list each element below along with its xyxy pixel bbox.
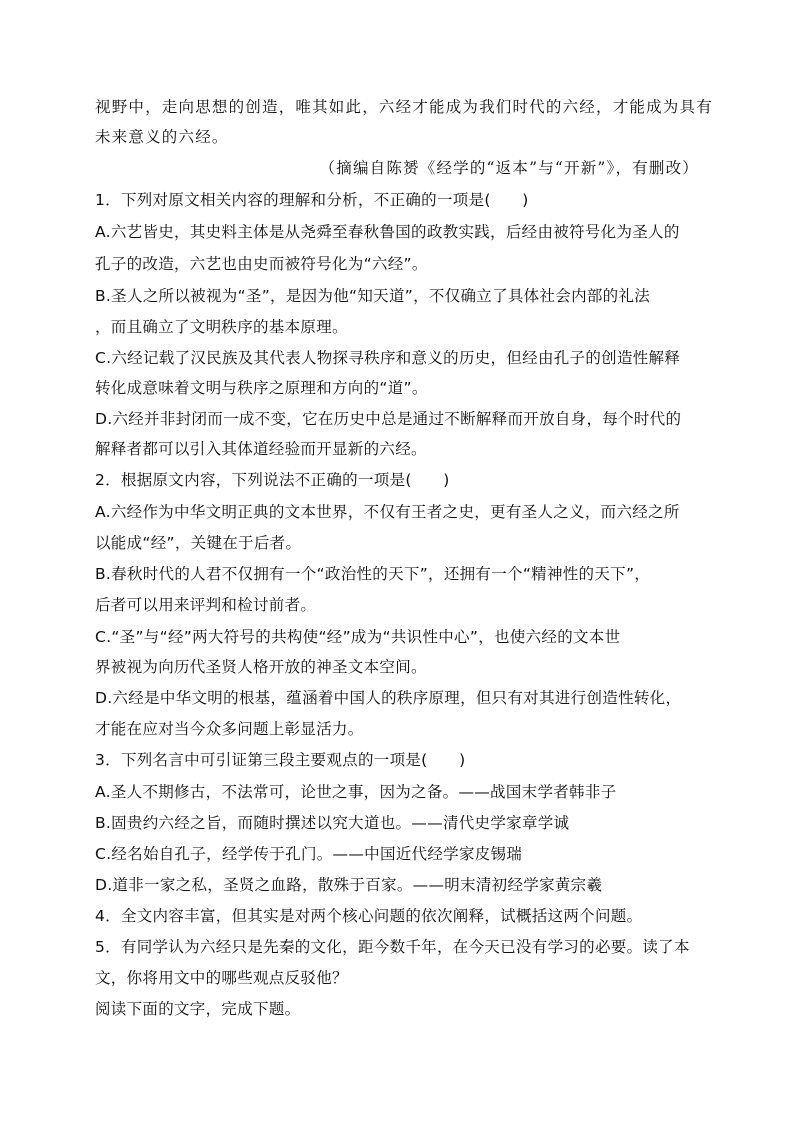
question-2-option-d-cont: 才能在应对当今众多问题上彰显活力。 <box>95 720 364 738</box>
question-2-option-c-cont: 界被视为向历代圣贤人格开放的神圣文本空间。 <box>95 658 427 676</box>
question-2-stem: 2．根据原文内容，下列说法不正确的一项是( ) <box>95 471 450 489</box>
passage-line-1: 视野中，走向思想的创造，唯其如此，六经才能成为我们时代的六经，才能成为具有 <box>95 98 713 116</box>
question-1-option-a-cont: 孔子的改造，六艺也由史而被符号化为“六经”。 <box>95 255 428 273</box>
question-2-option-b: B.春秋时代的人君不仅拥有一个“政治性的天下”，还拥有一个“精神性的天下”， <box>95 565 651 583</box>
question-1-option-d: D.六经并非封闭而一成不变，它在历史中总是通过不断解释而开放自身，每个时代的 <box>95 410 682 428</box>
question-1-option-a: A.六艺皆史，其史料主体是从尧舜至春秋鲁国的政教实践，后经由被符号化为圣人的 <box>95 223 680 241</box>
question-2-option-d: D.六经是中华文明的根基，蕴涵着中国人的秩序原理，但只有对其进行创造性转化， <box>95 689 682 707</box>
question-2-option-a: A.六经作为中华文明正典的文本世界，不仅有王者之史，更有圣人之义，而六经之所 <box>95 503 680 521</box>
question-2-option-c: C.“圣”与“经”两大符号的共构使“经”成为“共识性中心”，也使六经的文本世 <box>95 628 621 646</box>
reading-instruction: 阅读下面的文字，完成下题。 <box>95 1000 301 1018</box>
question-2-option-b-cont: 后者可以用来评判和检讨前者。 <box>95 596 317 614</box>
question-1-option-c-cont: 转化成意味着文明与秩序之原理和方向的“道”。 <box>95 379 428 397</box>
question-3-option-c: C.经名始自孔子，经学传于孔门。——中国近代经学家皮锡瑞 <box>95 845 523 863</box>
source-citation: （摘编自陈赟《经学的“返本”与“开新”》，有删改） <box>319 159 699 177</box>
question-2-option-a-cont: 以能成“经”，关键在于后者。 <box>95 534 302 552</box>
question-1-option-d-cont: 解释者都可以引入其体道经验而开显新的六经。 <box>95 440 427 458</box>
question-3-option-a: A.圣人不期修古，不法常可，论世之事，因为之备。——战国末学者韩非子 <box>95 783 617 801</box>
question-1-option-b: B.圣人之所以被视为“圣”，是因为他“知天道”，不仅确立了具体社会内部的礼法 <box>95 287 651 305</box>
question-4-stem: 4．全文内容丰富，但其实是对两个核心问题的依次阐释，试概括这两个问题。 <box>95 907 643 925</box>
question-3-option-d: D.道非一家之私，圣贤之血路，散殊于百家。——明末清初经学家黄宗羲 <box>95 876 603 894</box>
passage-line-2: 未来意义的六经。 <box>95 128 229 146</box>
question-3-stem: 3．下列名言中可引证第三段主要观点的一项是( ) <box>95 751 466 769</box>
question-5-stem-cont: 文，你将用文中的哪些观点反驳他？ <box>95 969 348 987</box>
question-1-stem: 1．下列对原文相关内容的理解和分析，不正确的一项是( ) <box>95 191 529 209</box>
question-5-stem: 5．有同学认为六经只是先秦的文化，距今数千年，在今天已没有学习的必要。读了本 <box>95 938 690 956</box>
question-1-option-b-cont: ，而且确立了文明秩序的基本原理。 <box>95 318 348 336</box>
question-1-option-c: C.六经记载了汉民族及其代表人物探寻秩序和意义的历史，但经由孔子的创造性解释 <box>95 349 681 367</box>
question-3-option-b: B.固贵约六经之旨，而随时撰述以究大道也。——清代史学家章学诚 <box>95 814 570 832</box>
